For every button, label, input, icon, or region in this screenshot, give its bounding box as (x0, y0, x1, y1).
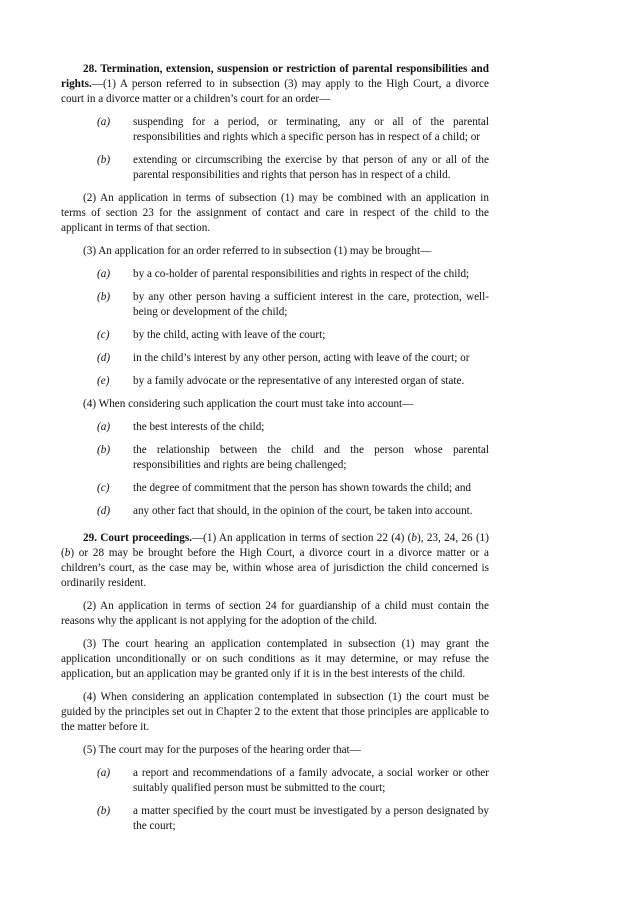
section-28-subsection-3: (3) An application for an order referred to in subsection (1) may be brought— (83, 245, 432, 257)
section-29-subsection-5: (5) The court may for the purposes of the hearing order that— (83, 744, 361, 756)
item-text: the best interests of the child; (133, 421, 265, 433)
item-label: (d) (97, 505, 111, 517)
section-29-text-c: ), 23, 24, 26 (1) ( (61, 532, 489, 559)
list-item (61, 328, 489, 343)
section-28-opening (61, 62, 489, 107)
section-28-subsection-4: (4) When considering such application the court must take into account— (83, 398, 414, 410)
section-29-subsection-3: (3) The court hearing an application contemplated in subsection (1) may grant the application unconditionally or on such conditions as it may determine, or may refuse the application, but an application may be granted only if it is in the best interests of the child. (61, 638, 489, 680)
item-label: (b) (97, 154, 111, 166)
item-label: (a) (97, 421, 111, 433)
section-29-heading: 29. Court proceedings. (83, 532, 192, 544)
section-29-opening (61, 531, 489, 591)
item-label: (b) (97, 805, 111, 817)
item-text: suspending for a period, or terminating, any or all of the parental responsibilities and rights which a specific person has in respect of a child; or (133, 116, 489, 143)
item-text: extending or circumscribing the exercise by that person of any or all of the parental responsibilities and rights that person has in respect of a child. (133, 154, 489, 181)
item-text: by any other person having a sufficient interest in the care, protection, well-being or development of the child; (133, 291, 489, 318)
item-label: (c) (97, 482, 110, 494)
list-item (61, 420, 489, 435)
item-label: (e) (97, 375, 110, 387)
section-28-heading: 28. Termination, extension, suspension or restriction of parental responsibilities and rights. (61, 63, 489, 90)
list-item (61, 766, 489, 796)
item-text: the degree of commitment that the person has shown towards the child; and (133, 482, 472, 494)
item-label: (c) (97, 329, 110, 341)
item-text: by a family advocate or the representative of any interested organ of state. (133, 375, 465, 387)
list-item (61, 481, 489, 496)
item-text: by the child, acting with leave of the court; (133, 329, 326, 341)
item-text: by a co-holder of parental responsibilities and rights in respect of the child; (133, 268, 470, 280)
section-28-subsection-2: (2) An application in terms of subsection (1) may be combined with an application in terms of section 23 for the assignment of contact and care in respect of the child to the applicant in terms of that section. (61, 192, 489, 234)
item-label: (a) (97, 767, 111, 779)
list-item (61, 153, 489, 183)
section-29-subsection-2: (2) An application in terms of section 24 for guardianship of a child must contain the reasons why the applicant is not applying for the adoption of the child. (61, 600, 489, 627)
item-label: (b) (97, 444, 111, 456)
section-29-text-d: b (64, 547, 71, 559)
item-text: a matter specified by the court must be investigated by a person designated by the court; (133, 805, 489, 832)
section-29-text-a: —(1) An application in terms of section 22 (4) ( (191, 532, 412, 544)
item-label: (b) (97, 291, 111, 303)
list-item (61, 374, 489, 389)
list-item (61, 267, 489, 282)
section-29-subsection-4: (4) When considering an application contemplated in subsection (1) the court must be guided by the principles set out in Chapter 2 to the extent that those principles are applicable to the matter before it. (61, 691, 489, 733)
list-item (61, 290, 489, 320)
section-29-text-b: b (411, 532, 417, 544)
list-item (61, 804, 489, 834)
item-label: (d) (97, 352, 111, 364)
item-text: a report and recommendations of a family advocate, a social worker or other suitably qualified person must be submitted to the court; (133, 767, 489, 794)
list-item (61, 443, 489, 473)
item-text: the relationship between the child and the person whose parental responsibilities and rights are being challenged; (133, 444, 489, 471)
section-29-text-e: ) or 28 may be brought before the High Court, a divorce court in a divorce matter or a children’s court, as the case may be, within whose area of jurisdiction the child concerned is ordinarily resident. (61, 547, 489, 589)
document-body (61, 62, 489, 834)
list-item (61, 115, 489, 145)
list-item (61, 504, 489, 519)
item-text: in the child’s interest by any other person, acting with leave of the court; or (133, 352, 470, 364)
section-28-subsection-1: —(1) A person referred to in subsection (3) may apply to the High Court, a divorce court in a divorce matter or a children’s court for an order— (61, 78, 489, 105)
list-item (61, 351, 489, 366)
item-label: (a) (97, 268, 111, 280)
item-text: any other fact that should, in the opinion of the court, be taken into account. (133, 505, 473, 517)
item-label: (a) (97, 116, 111, 128)
